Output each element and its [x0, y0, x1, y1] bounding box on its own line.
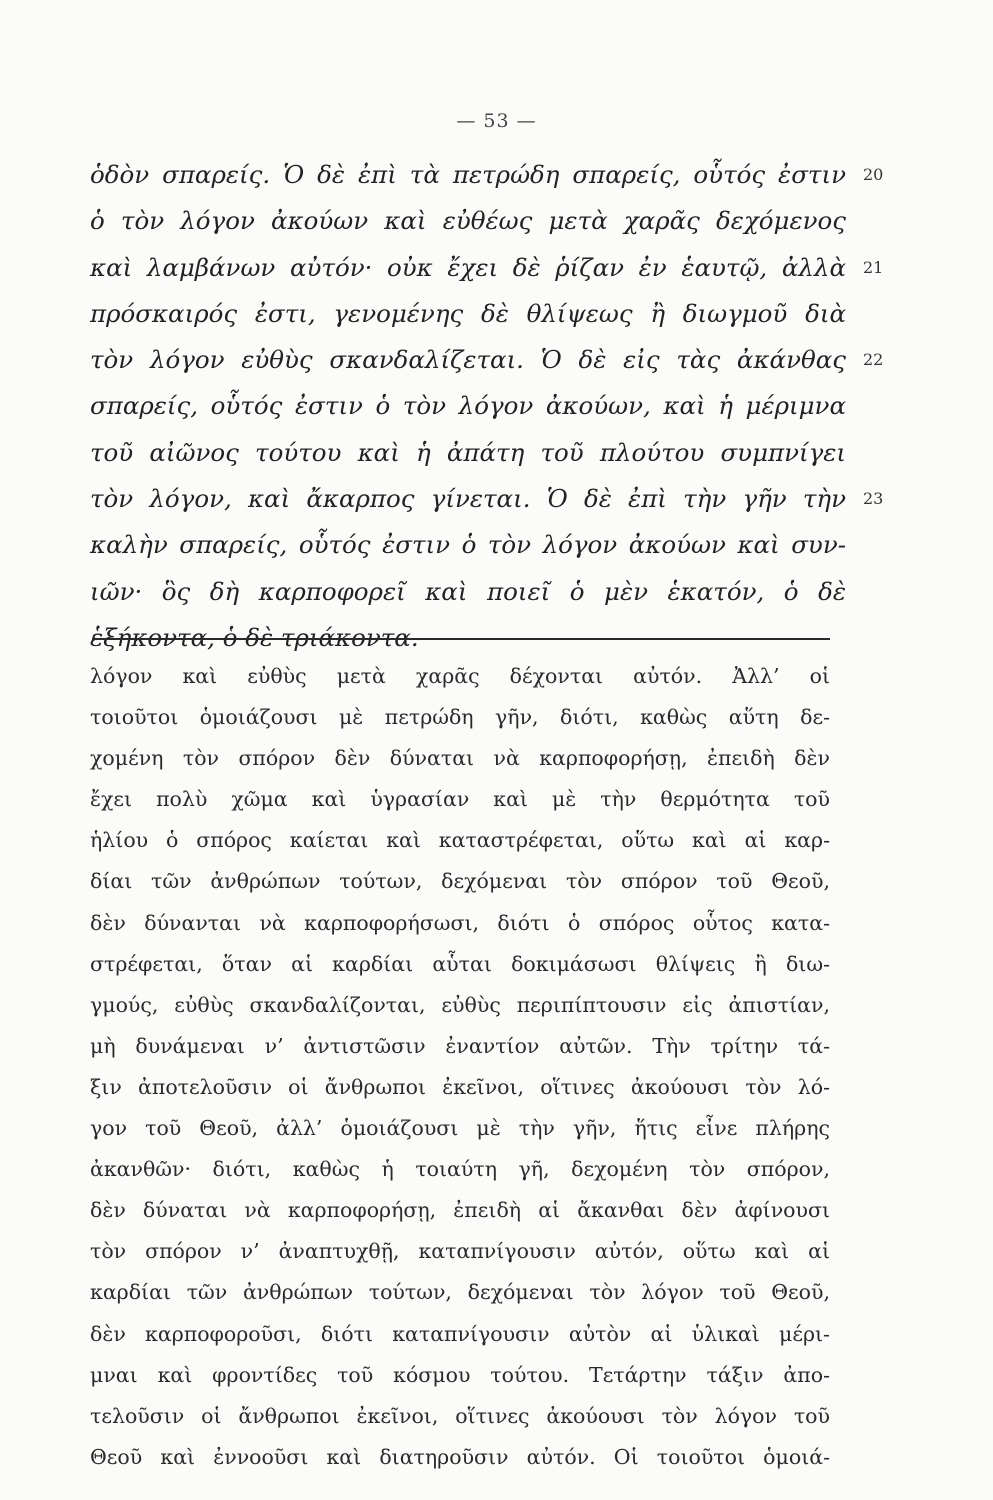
commentary-line: στρέφεται, ὅταν αἱ καρδίαι αὗται δοκιμάσωσι θλίψεις ἢ διω-	[90, 951, 830, 976]
verse-number: 22	[863, 350, 884, 370]
commentary-line: δὲν δύνανται νὰ καρποφορήσωσι, διότι ὁ σπόρος οὗτος κατα-	[90, 910, 830, 935]
commentary-line: μναι καὶ φροντίδες τοῦ κόσμου τούτου. Τετάρτην τάξιν ἀπο-	[90, 1362, 830, 1387]
scripture-text	[90, 152, 884, 661]
commentary-line: ἔχει πολὺ χῶμα καὶ ὑγρασίαν καὶ μὲ τὴν θερμότητα τοῦ	[90, 787, 830, 812]
commentary-line: ξιν ἀποτελοῦσιν οἱ ἄνθρωποι ἐκεῖνοι, οἵτινες ἀκούουσι τὸν λό-	[90, 1074, 830, 1099]
scripture-line: πρόσκαιρός ἐστι, γενομένης δὲ θλίψεως ἢ διωγμοῦ διὰ	[90, 298, 846, 328]
commentary-line: λόγον καὶ εὐθὺς μετὰ χαρᾶς δέχονται αὐτόν. Ἀλλ’ οἱ	[90, 664, 830, 688]
commentary-line: ἡλίου ὁ σπόρος καίεται καὶ καταστρέφεται, οὕτω καὶ αἱ καρ-	[90, 828, 830, 853]
section-divider	[92, 638, 830, 640]
commentary-line: γμούς, εὐθὺς σκανδαλίζονται, εὐθὺς περιπίπτουσιν εἰς ἀπιστίαν,	[90, 992, 830, 1017]
commentary-line: μὴ δυνάμεναι ν’ ἀντιστῶσιν ἐναντίον αὐτῶν. Τὴν τρίτην τά-	[90, 1033, 830, 1058]
commentary-line: χομένη τὸν σπόρον δὲν δύναται νὰ καρποφορήσῃ, ἐπειδὴ δὲν	[90, 746, 830, 771]
scripture-line: τοῦ αἰῶνος τούτου καὶ ἡ ἀπάτη τοῦ πλούτου συμπνίγει	[90, 437, 846, 467]
scripture-line: καὶ λαμβάνων αὐτόν· οὐκ ἔχει δὲ ῥίζαν ἐν ἑαυτῷ, ἀλλὰ 21	[90, 245, 846, 291]
commentary-line: δὲν καρποφοροῦσι, διότι καταπνίγουσιν αὐτὸν αἱ ὑλικαὶ μέρι-	[90, 1321, 830, 1346]
scripture-line: ὁ τὸν λόγον ἀκούων καὶ εὐθέως μετὰ χαρᾶς δεχόμενος	[90, 206, 846, 236]
commentary-line: τὸν σπόρον ν’ ἀναπτυχθῇ, καταπνίγουσιν αὐτόν, οὕτω καὶ αἱ	[90, 1239, 830, 1264]
scripture-line: σπαρείς, οὗτός ἐστιν ὁ τὸν λόγον ἀκούων, καὶ ἡ μέριμνα	[90, 391, 846, 421]
commentary-line: τελοῦσιν οἱ ἄνθρωποι ἐκεῖνοι, οἵτινες ἀκούουσι τὸν λόγον τοῦ	[90, 1403, 830, 1428]
scripture-line: τὸν λόγον εὐθὺς σκανδαλίζεται. Ὁ δὲ εἰς τὰς ἀκάνθας 22	[90, 337, 846, 383]
commentary-line: γον τοῦ Θεοῦ, ἀλλ’ ὁμοιάζουσι μὲ τὴν γῆν, ἥτις εἶνε πλήρης	[90, 1116, 830, 1141]
scripture-line: ἑξήκοντα, ὁ δὲ τριάκοντα.	[90, 622, 419, 652]
scripture-line: καλὴν σπαρείς, οὗτός ἐστιν ὁ τὸν λόγον ἀκούων καὶ συν-	[90, 530, 846, 560]
commentary-line: δὲν δύναται νὰ καρποφορήσῃ, ἐπειδὴ αἱ ἄκανθαι δὲν ἀφίνουσι	[90, 1198, 830, 1223]
scripture-line: ιῶν· ὃς δὴ καρποφορεῖ καὶ ποιεῖ ὁ μὲν ἑκατόν, ὁ δὲ	[90, 576, 846, 606]
verse-number: 20	[863, 165, 884, 184]
verse-number: 23	[863, 489, 884, 509]
commentary-line: τοιοῦτοι ὁμοιάζουσι μὲ πετρώδη γῆν, διότι, καθὼς αὕτη δε-	[90, 705, 830, 730]
page-number: — 53 —	[456, 110, 537, 132]
scripture-line: τὸν λόγον, καὶ ἄκαρπος γίνεται. Ὁ δὲ ἐπὶ τὴν γῆν τὴν 23	[90, 476, 846, 522]
commentary-line: ἀκανθῶν· διότι, καθὼς ἡ τοιαύτη γῆ, δεχομένη τὸν σπόρον,	[90, 1157, 830, 1182]
commentary-line: καρδίαι τῶν ἀνθρώπων τούτων, δεχόμεναι τὸν λόγον τοῦ Θεοῦ,	[90, 1280, 830, 1305]
scripture-line: ὁδὸν σπαρείς. Ὁ δὲ ἐπὶ τὰ πετρώδη σπαρείς, οὗτός ἐστιν 20	[90, 152, 846, 198]
verse-number: 21	[863, 257, 884, 277]
commentary-line: Θεοῦ καὶ ἐννοοῦσι καὶ διατηροῦσιν αὐτόν. Οἱ τοιοῦτοι ὁμοιά-	[90, 1444, 830, 1469]
commentary-line: δίαι τῶν ἀνθρώπων τούτων, δεχόμεναι τὸν σπόρον τοῦ Θεοῦ,	[90, 869, 830, 894]
commentary-text	[90, 656, 830, 1478]
